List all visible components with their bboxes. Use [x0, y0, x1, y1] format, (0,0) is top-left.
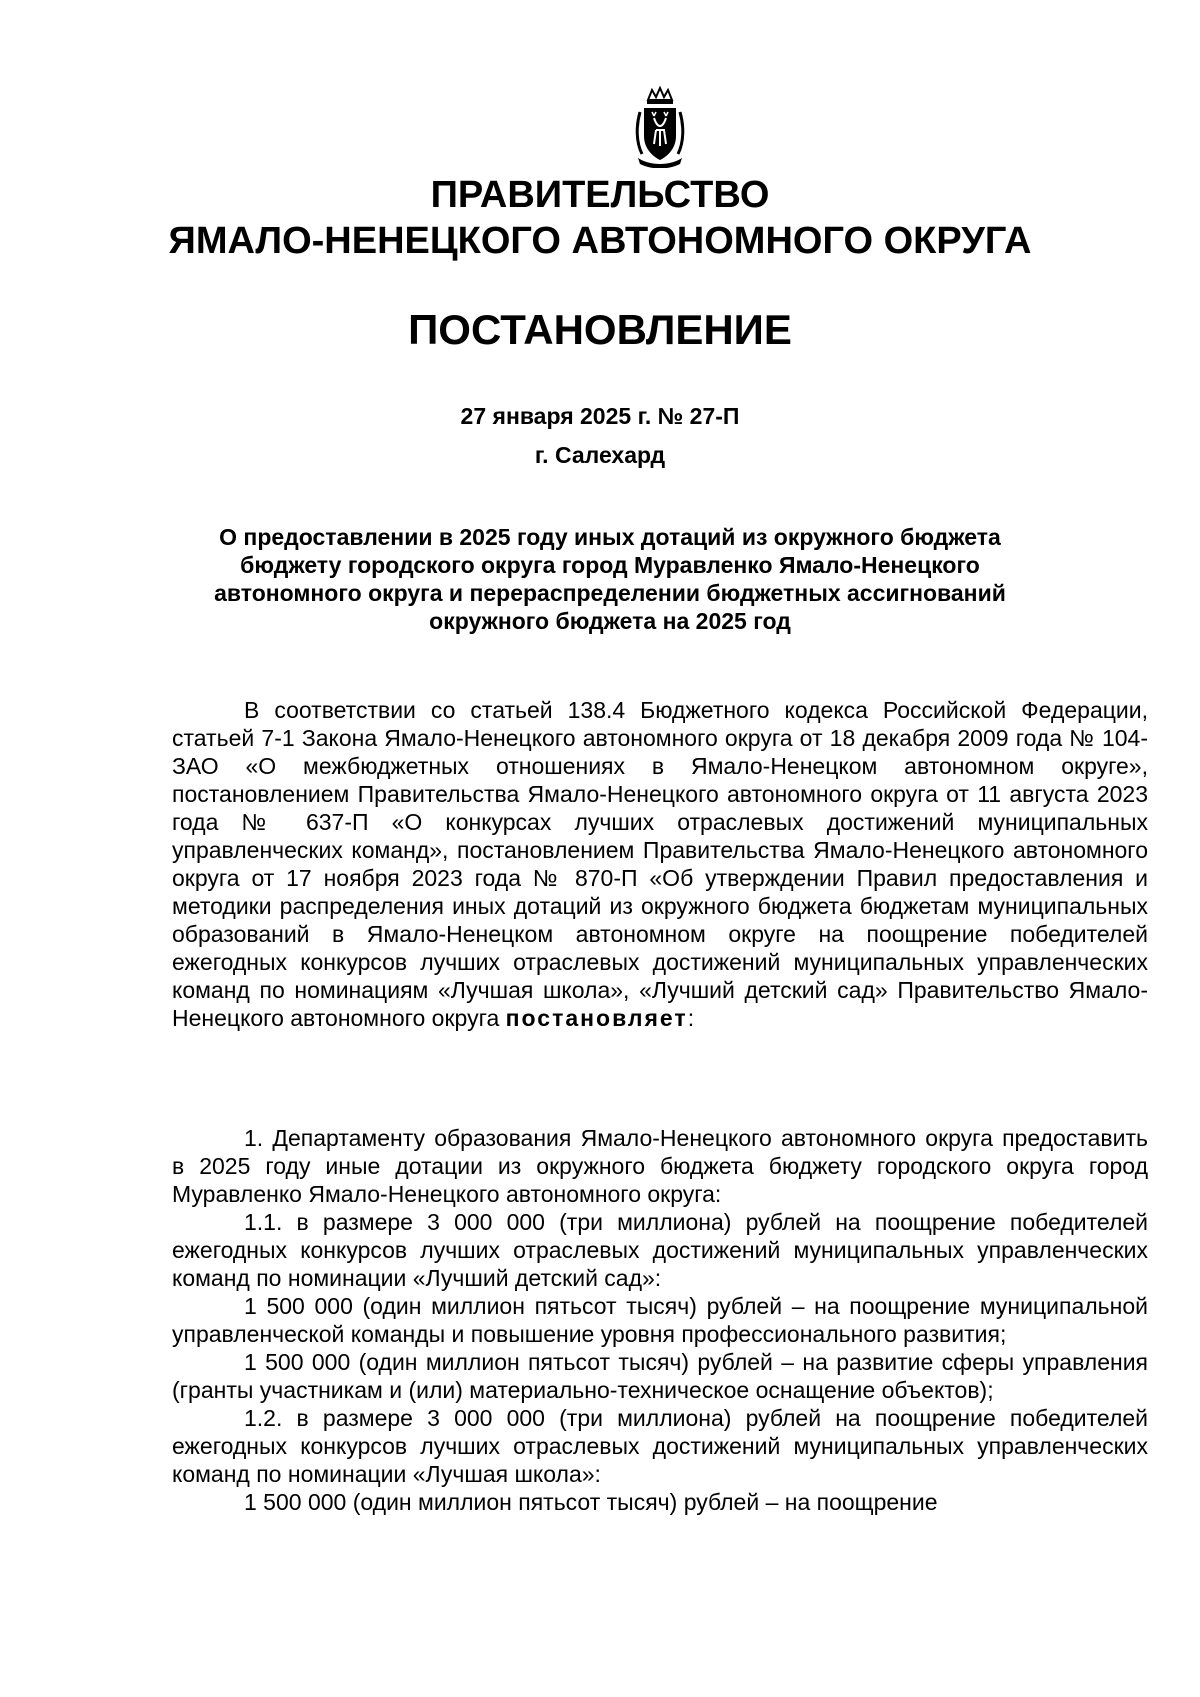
paragraph-item-1: 1. Департаменту образования Ямало-Ненецкого автономного округа предоставить в 2025 году иные дотации из окружного бюджета бюджету городского округа город Муравленко Ямало-Ненецкого автономного округа:	[172, 1125, 1148, 1207]
decree-keyword: постановляет	[505, 1005, 688, 1031]
city-of-issue: г. Салехард	[534, 442, 666, 468]
paragraph-amount-2: 1 500 000 (один миллион пятьсот тысяч) рублей – на развитие сферы управления (гранты участникам и (или) материально-техническое оснащение объектов);	[172, 1349, 1148, 1403]
title-line: окружного бюджета на 2025 год	[429, 608, 791, 634]
paragraph-item-1-2: 1.2. в размере 3 000 000 (три миллиона) рублей на поощрение победителей ежегодных конкурсов лучших отраслевых достижений муниципальных управленческих команд по номинации «Лучшая школа»:	[172, 1405, 1148, 1487]
yamal-coat-of-arms-icon	[632, 86, 688, 168]
paragraph-amount-3: 1 500 000 (один миллион пятьсот тысяч) рублей – на поощрение	[244, 1489, 938, 1515]
decree-items	[172, 1124, 1148, 1516]
government-name-line2: ЯМАЛО-НЕНЕЦКОГО АВТОНОМНОГО ОКРУГА	[168, 220, 1032, 262]
paragraph-item-1-1: 1.1. в размере 3 000 000 (три миллиона) рублей на поощрение победителей ежегодных конкурсов лучших отраслевых достижений муниципальных управленческих команд по номинации «Лучший детский сад»:	[172, 1209, 1148, 1291]
title-line: автономного округа и перераспределении бюджетных ассигнований	[214, 580, 1006, 606]
preamble-text: В соответствии со статьей 138.4 Бюджетного кодекса Российской Федерации, статьей 7-1 Закона Ямало-Ненецкого автономного округа от 18 декабря 2009 года № 104-ЗАО «О межбюджетных отношениях в Ямало-Ненецком автономном округе», постановлением Правительства Ямало-Ненецкого автономного округа от 11 августа 2023 года № 637-П «О конкурсах лучших отраслевых достижений муниципальных управленческих команд», постановлением Правительства Ямало-Ненецкого автономного округа от 17 ноября 2023 года № 870-П «Об утверждении Правил предоставления и методики распределения иных дотаций из окружного бюджета бюджетам муниципальных образований в Ямало-Ненецком автономном округе на поощрение победителей ежегодных конкурсов лучших отраслевых достижений муниципальных управленческих команд по номинациям «Лучшая школа», «Лучший детский сад» Правительство Ямало-Ненецкого автономного округа	[172, 697, 1148, 1031]
preamble-tail: :	[687, 1005, 695, 1031]
document-type: ПОСТАНОВЛЕНИЕ	[408, 306, 792, 353]
title-line: бюджету городского округа город Муравленко Ямало-Ненецкого	[240, 552, 980, 578]
date-and-number: 27 января 2025 г. № 27-П	[460, 403, 740, 429]
government-name-line1: ПРАВИТЕЛЬСТВО	[430, 174, 770, 216]
preamble	[172, 696, 1148, 1032]
preamble-paragraph	[172, 696, 1148, 1032]
paragraph-amount-1: 1 500 000 (один миллион пятьсот тысяч) рублей – на поощрение муниципальной управленческой команды и повышение уровня профессионального развития;	[172, 1293, 1148, 1347]
title-line: О предоставлении в 2025 году иных дотаций из окружного бюджета	[219, 524, 1001, 550]
document-title	[170, 523, 1050, 635]
